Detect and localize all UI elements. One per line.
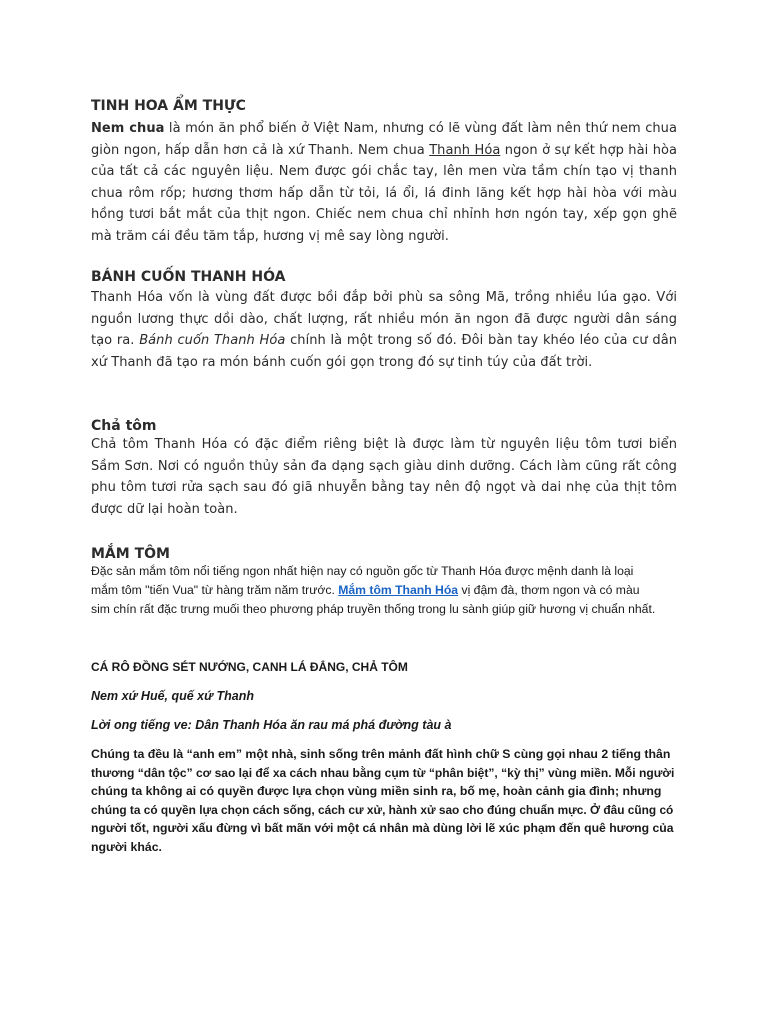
text-line: sim chín rất đặc trưng muối theo phương pháp truyền thống trong lu sành giúp giữ hương vị chuẩn nhất. [91,602,656,616]
bold-term-nem-chua: Nem chua [91,121,165,136]
text-line [91,140,677,162]
paragraph-nem-chua [91,118,677,247]
link-mam-tom-thanh-hoa[interactable]: Mắm tôm Thanh Hóa [338,583,459,597]
text-fragment: tạo ra. [91,333,140,348]
text-fragment: mắm tôm "tiến Vua" từ hàng trăm năm trước. [91,583,339,597]
heading-cha-tom: Chả tôm [91,418,157,434]
paragraph-cha-tom [91,434,677,520]
text-line: chúng ta có quyền lựa chọn cách sống, cách cư xử, hành xử sao cho đúng chuẩn mực. Ở đâu cũng có [91,802,674,817]
text-line: người khác. [91,839,162,854]
text-fragment: là món ăn phổ biến ở Việt Nam, nhưng có lẽ vùng đất làm nên thứ nem chua [164,121,677,136]
italic-banh-cuon-thanh-hoa: Bánh cuốn Thanh Hóa [139,333,286,348]
text-line [91,330,677,352]
heading-banh-cuon: BÁNH CUỐN THANH HÓA [91,269,286,285]
text-line: thương “dân tộc” cơ sao lại để xa cách nhau bằng cụm từ “phân biệt”, “kỳ thị” vùng miền. Mỗi người [91,765,675,780]
paragraph-anh-em [91,745,677,856]
text-line [91,581,677,600]
text-fragment: vị đậm đà, thơm ngon và có màu [458,583,640,597]
text-line: Đặc sản mắm tôm nổi tiếng ngon nhất hiện nay có nguồn gốc từ Thanh Hóa được mệnh danh là loại [91,564,634,578]
link-thanh-hoa[interactable]: Thanh Hóa [429,142,501,158]
heading-tinh-hoa-am-thuc: TINH HOA ẨM THỰC [91,98,246,114]
italic-nem-xu-hue: Nem xứ Huế, quế xứ Thanh [91,689,255,703]
text-line: Thanh Hóa vốn là vùng đất được bồi đắp bởi phù sa sông Mã, trồng nhiều lúa gạo. Với [91,290,677,305]
text-line: phu tôm tươi rửa sạch sau đó giã nhuyễn bằng tay nên độ ngọt và dai nhẹ của thịt tôm [91,480,677,495]
text-line: được dữ lại hoàn toàn. [91,501,238,517]
text-line: người tốt, người xấu đừng vì bất mãn với một cá nhân mà dùng lời lẽ xúc phạm đến quê hương của [91,821,674,835]
text-line: của tất cả các nguyên liệu. Nem được gói chắc tay, lên men vừa tầm chín tạo vị thanh [91,164,677,179]
text-fragment: giòn ngon, hấp dẫn hơn cả là xứ Thanh. Nem chua [91,142,430,158]
paragraph-mam-tom [91,562,677,619]
italic-loi-ong-tieng-ve: Lời ong tiếng ve: Dân Thanh Hóa ăn rau má phá đường tàu à [91,718,452,732]
text-line: Chúng ta đều là “anh em” một nhà, sinh sống trên mảnh đất hình chữ S cùng gọi nhau 2 tiếng thân [91,747,671,761]
text-line: chúng ta không ai có quyền được lựa chọn vùng miền sinh ra, bố mẹ, hoàn cảnh gia đình; nhưng [91,784,662,798]
text-fragment: ngon ở sự kết hợp hài hòa [500,142,678,158]
text-line: Chả tôm Thanh Hóa có đặc điểm riêng biệt là được làm từ nguyên liệu tôm tươi biển [91,437,677,452]
text-line [91,118,677,140]
text-line: nguồn lương thực dồi dào, chất lượng, rất nhiều món ăn ngon đã được người dân sáng [91,311,677,327]
text-line: xứ Thanh đã tạo ra món bánh cuốn gói gọn trong đó sự tinh túy của đất trời. [91,354,593,370]
text-line: Sầm Sơn. Nơi có nguồn thủy sản đa dạng sạch giàu dinh dưỡng. Cách làm cũng rất công [91,458,677,474]
text-line: chua rôm rốp; hương thơm hấp dẫn từ tỏi, lá ổi, lá đinh lăng kết hợp hài hòa với màu [91,185,677,201]
text-fragment: chính là một trong số đó. Đôi bàn tay khéo léo của cư dân [285,333,678,348]
paragraph-banh-cuon [91,287,677,373]
text-line: mà trăm cái đều tăm tắp, hương vị mê say lòng người. [91,228,449,244]
heading-ca-ro-dong: CÁ RÔ ĐỒNG SÉT NƯỚNG, CANH LÁ ĐẮNG, CHẢ TÔM [91,660,408,674]
heading-mam-tom: MẮM TÔM [91,546,170,562]
text-line: hồng tươi bắt mắt của thịt ngon. Chiếc nem chua chỉ nhỉnh hơn ngón tay, xếp gọn ghẽ [91,207,677,222]
